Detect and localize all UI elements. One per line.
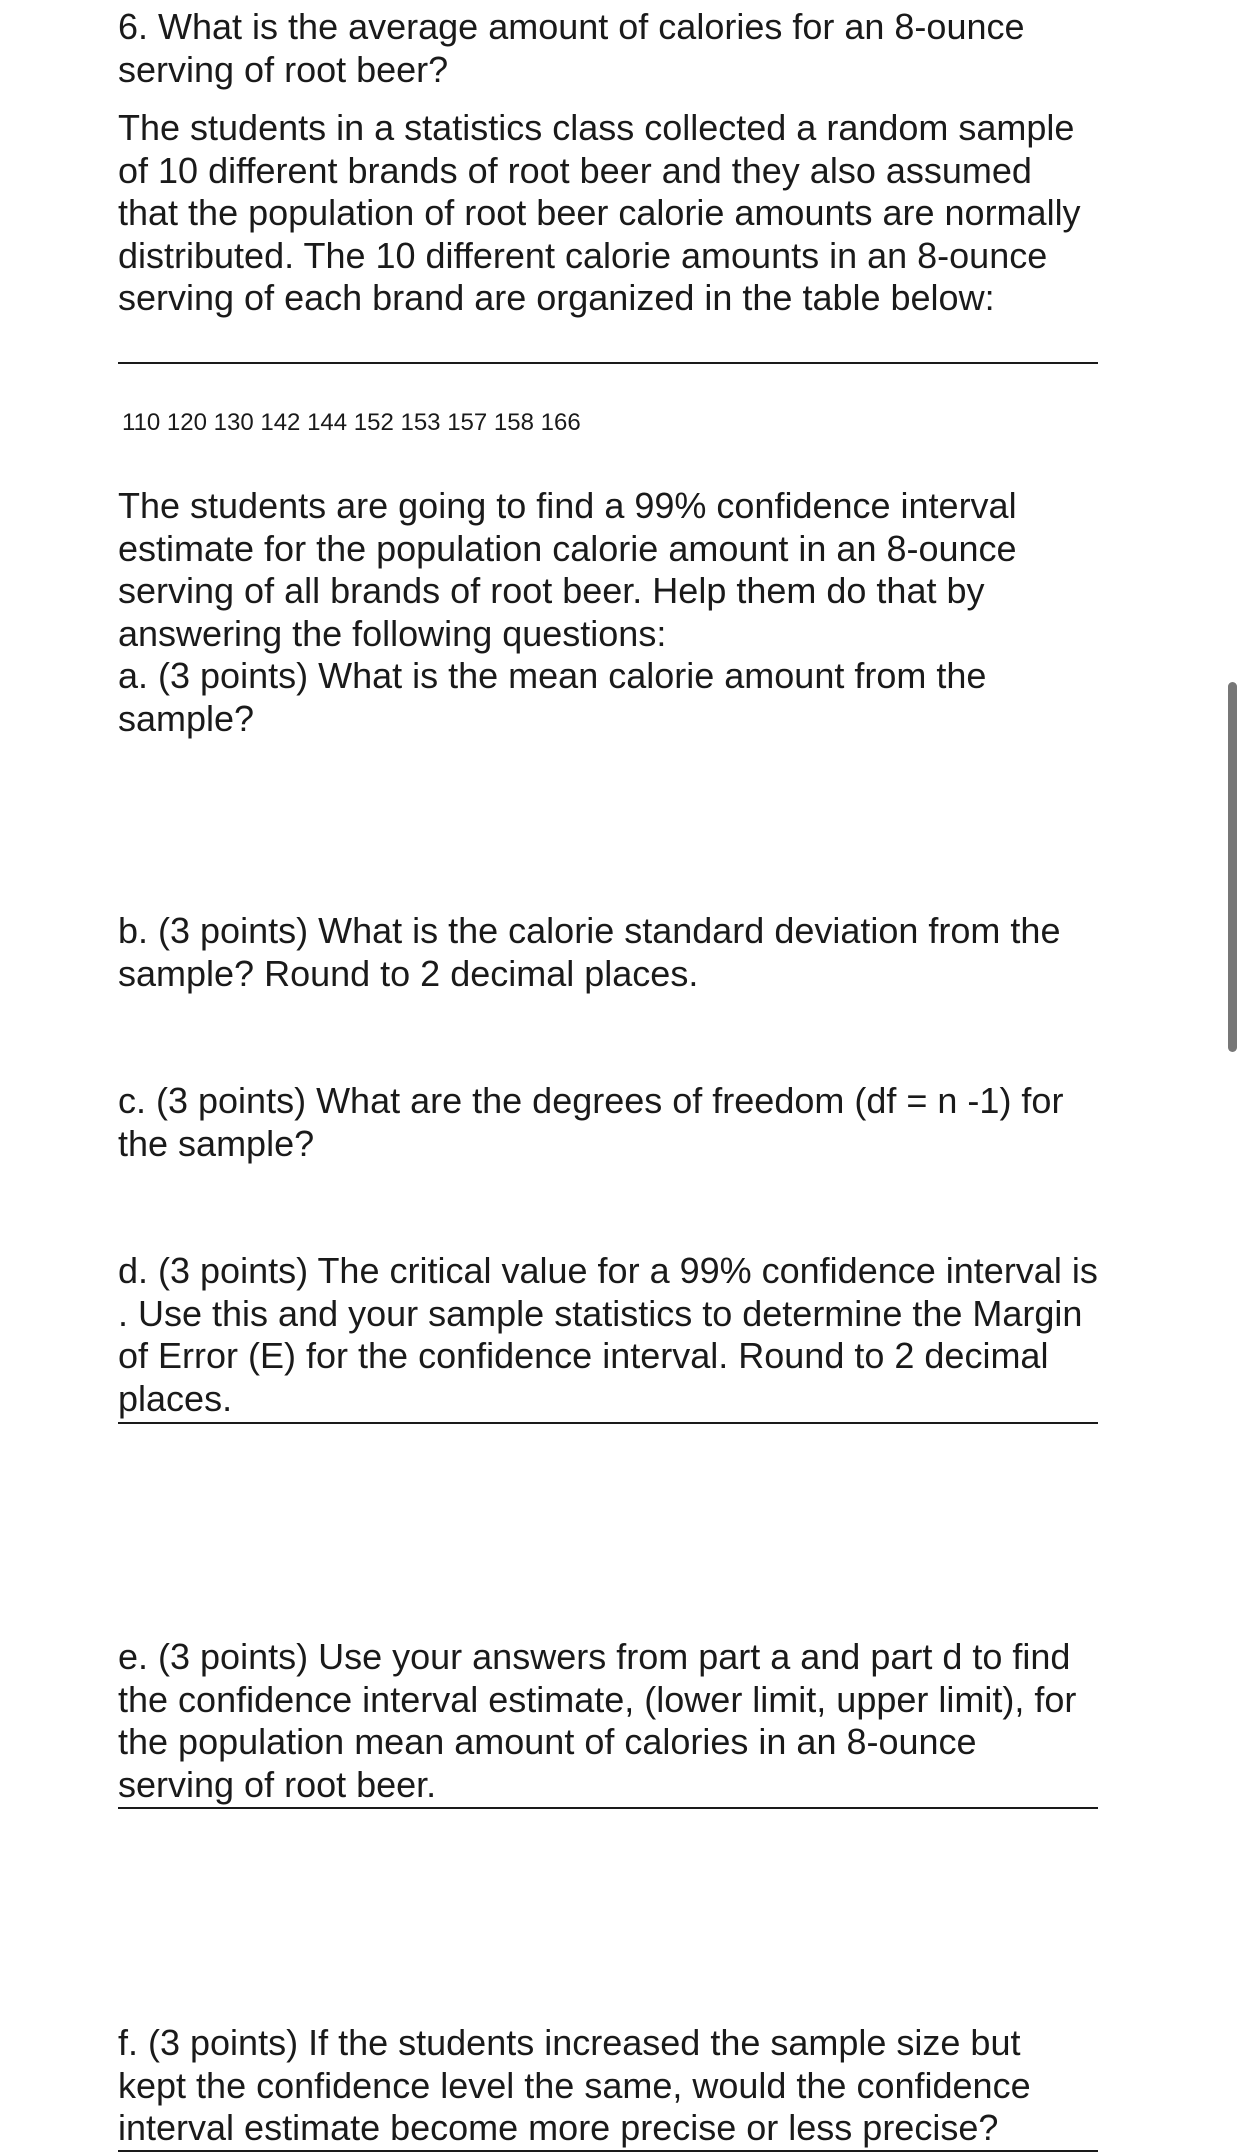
intro-underline [118,362,1098,364]
part-d-underline [118,1422,1098,1424]
part-e-underline [118,1807,1098,1809]
part-d-question: d. (3 points) The critical value for a 99% confidence interval is . Use this and your sample statistics to determine the Margin of Error (E) for the confidence interval. Round to 2 decimal places. [118,1250,1098,1419]
question-intro: The students in a statistics class collected a random sample of 10 different brands of root beer and they also assumed that the population of root beer calorie amounts are normally distributed. The 10 different calorie amounts in an 8-ounce serving of each brand are organized in the table below: [118,107,1081,318]
part-e-question: e. (3 points) Use your answers from part a and part d to find the confidence interval estimate, (lower limit, upper limit), for the population mean amount of calories in an 8-ounce serving of root beer. [118,1636,1077,1805]
part-a-question: a. (3 points) What is the mean calorie amount from the sample? [118,655,987,739]
question-title: 6. What is the average amount of calories for an 8-ounce serving of root beer? [118,6,1025,90]
part-b-question: b. (3 points) What is the calorie standard deviation from the sample? Round to 2 decimal places. [118,910,1061,994]
part-f-underline [118,2150,1098,2152]
part-f-question: f. (3 points) If the students increased the sample size but kept the confidence level the same, would the confidence interval estimate become more precise or less precise? [118,2022,1031,2148]
vertical-scrollbar[interactable] [1228,682,1237,1052]
part-c-question: c. (3 points) What are the degrees of freedom (df = n -1) for the sample? [118,1080,1064,1164]
instructions-text: The students are going to find a 99% confidence interval estimate for the population calorie amount in an 8-ounce serving of all brands of root beer. Help them do that by answering the following questions: [118,485,1017,654]
data-values: 110 120 130 142 144 152 153 157 158 166 [122,409,581,436]
